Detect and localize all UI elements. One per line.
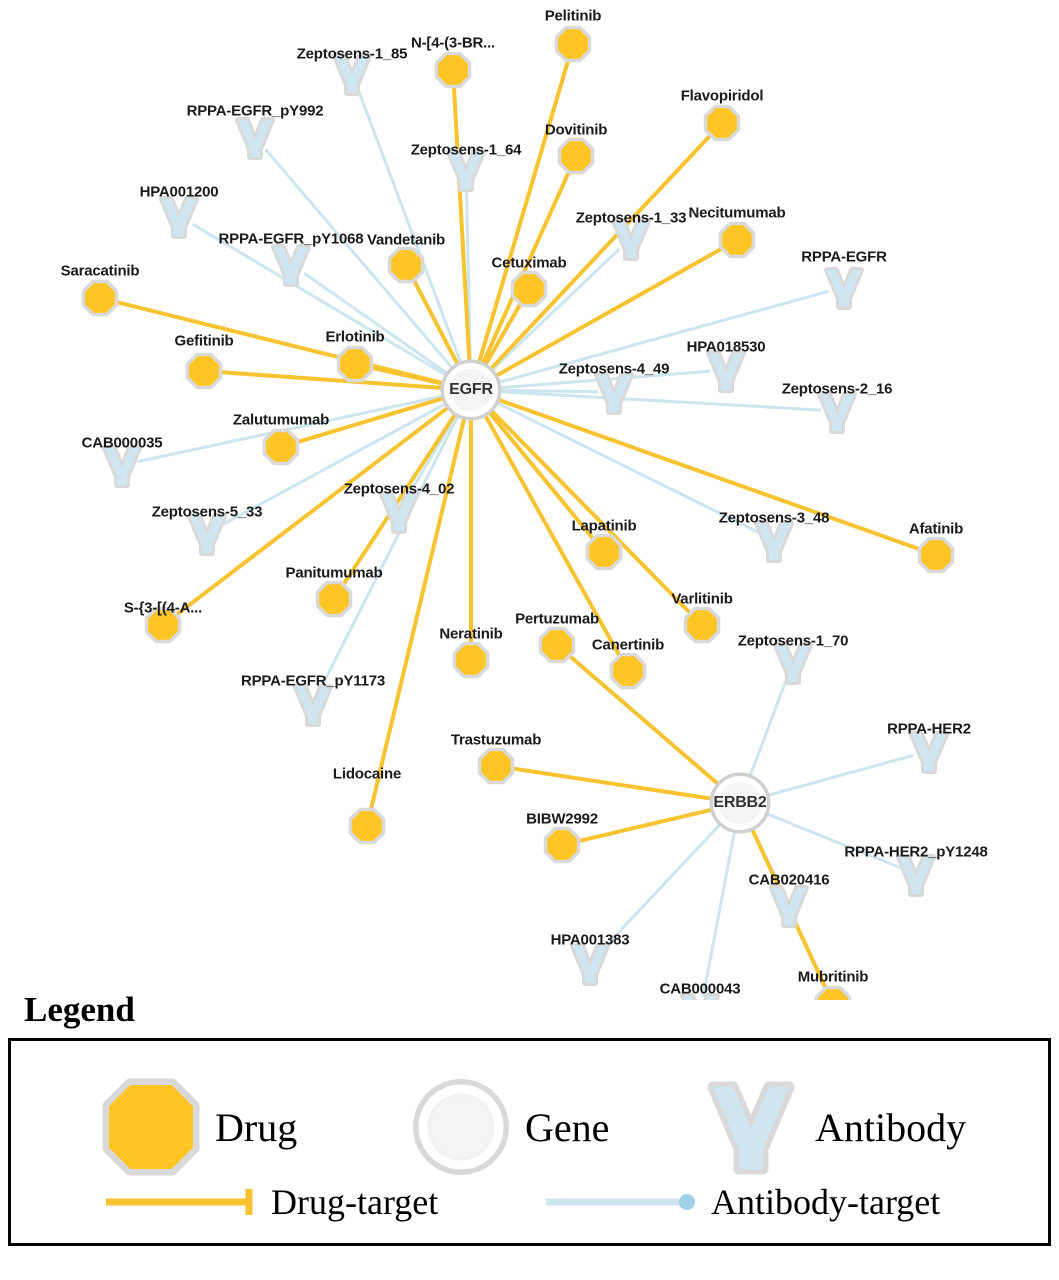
antibody-target-edge (748, 677, 787, 781)
drug-icon-fill (707, 108, 737, 138)
antibody-label: Zeptosens-4_49 (558, 360, 670, 378)
antibody-label: HPA018530 (686, 338, 766, 356)
drug-node (722, 225, 752, 255)
antibody-node (757, 523, 791, 560)
drug-target-edge (578, 809, 717, 842)
drug-icon (101, 1077, 201, 1177)
drug-icon-fill (687, 610, 717, 640)
drug-node (921, 540, 951, 570)
drug-label: BIBW2992 (526, 810, 598, 828)
drug-label: Zalutumumab (232, 411, 330, 429)
gene-label: ERBB2 (713, 794, 767, 811)
antibody-target-edge (703, 827, 736, 998)
drug-icon-fill (340, 349, 370, 379)
antibody-label: Zeptosens-1_70 (737, 632, 849, 650)
antibody-label: RPPA-EGFR_pY992 (186, 102, 324, 120)
antibody-node (776, 645, 810, 682)
antibody-label: Zeptosens-4_02 (343, 480, 455, 498)
antibody-node (573, 946, 607, 983)
drug-node (319, 584, 349, 614)
drug-icon-fill (481, 751, 511, 781)
drug-label: Dovitinib (544, 121, 608, 139)
antibody-label: Zeptosens-1_85 (296, 45, 408, 63)
drug-label: Canertinib (591, 636, 665, 654)
antibody-label: Zeptosens-5_33 (151, 503, 263, 521)
drug-node (514, 274, 544, 304)
drug-label: Gefitinib (174, 332, 234, 350)
drug-label: Erlotinib (325, 328, 385, 346)
antibody-node (820, 394, 854, 431)
drug-label: Vandetanib (366, 231, 446, 249)
drug-node (456, 645, 486, 675)
antibody-node (296, 687, 330, 724)
antibody-label: CAB000043 (659, 980, 741, 998)
drug-node (340, 349, 370, 379)
drug-label: Lidocaine (332, 765, 402, 783)
drug-icon-fill (613, 656, 643, 686)
drug-label: Pertuzumab (515, 610, 599, 628)
drug-node (481, 751, 511, 781)
drug-node (687, 610, 717, 640)
drug-label: Cetuximab (491, 254, 567, 272)
antibody-label: HPA001200 (139, 183, 219, 201)
antibody-node (274, 247, 308, 284)
drug-icon-fill (542, 630, 572, 660)
drug-icon-fill (391, 250, 421, 280)
antibody-icon (701, 1077, 801, 1177)
legend-node-types (11, 1059, 1048, 1169)
drug-node (438, 55, 468, 85)
legend-item-gene (411, 1077, 609, 1177)
legend-item-antibody (701, 1077, 966, 1177)
antibody-label: CAB000035 (81, 434, 163, 452)
drug-icon-fill (319, 584, 349, 614)
gene-icon (411, 1077, 511, 1177)
antibody-label: RPPA-EGFR_pY1173 (240, 672, 386, 690)
antibody-label: Zeptosens-1_33 (575, 209, 687, 227)
legend-label-antibody: Antibody (815, 1104, 967, 1150)
drug-icon-fill (456, 645, 486, 675)
antibody-node (162, 199, 196, 236)
antibody-label: RPPA-HER2 (887, 720, 971, 738)
drug-label: Panitumumab (285, 564, 383, 582)
drug-node (558, 29, 588, 59)
antibody-node (709, 353, 743, 390)
antibody-node (772, 888, 806, 925)
antibody-node (614, 221, 648, 258)
legend-edge-drug-target (101, 1181, 438, 1223)
antibody-target-edge (763, 755, 913, 796)
drug-label: S-{3-[(4-A... (123, 599, 203, 617)
drug-icon-fill (189, 356, 219, 386)
antibody-target-edge (495, 391, 821, 410)
legend-label-drug: Drug (215, 1104, 298, 1150)
drug-target-edge (478, 59, 569, 367)
antibody-node (597, 375, 631, 412)
drug-icon-fill (547, 830, 577, 860)
drug-label: Trastuzumab (450, 731, 542, 749)
drug-target-edge-icon (101, 1182, 261, 1222)
legend (8, 990, 1051, 1246)
drug-node (561, 141, 591, 171)
drug-icon-fill (921, 540, 951, 570)
drug-node (85, 283, 115, 313)
drug-node (391, 250, 421, 280)
drug-node (352, 811, 382, 841)
gene-label: EGFR (449, 381, 493, 398)
drug-node (189, 356, 219, 386)
drug-node (589, 537, 619, 567)
antibody-label: Zeptosens-1_64 (410, 141, 522, 159)
legend-item-drug (101, 1077, 297, 1177)
antibody-label: Zeptosens-2_16 (781, 380, 893, 398)
edges-layer (116, 59, 921, 997)
drug-icon-fill (438, 55, 468, 85)
antibody-node (899, 857, 933, 894)
legend-box (8, 1038, 1051, 1246)
drug-node (266, 432, 296, 462)
drug-label: Necitumumab (688, 204, 786, 222)
drug-node (542, 630, 572, 660)
antibody-label: RPPA-EGFR (801, 248, 887, 266)
legend-title: Legend (24, 990, 135, 1029)
drug-icon-fill (558, 29, 588, 59)
antibody-node (105, 448, 139, 485)
antibody-label: CAB020416 (748, 871, 830, 889)
antibody-target-edge (304, 273, 451, 376)
drug-icon-fill (85, 283, 115, 313)
antibody-label: HPA001383 (550, 931, 630, 949)
drug-target-edge (488, 407, 691, 613)
drug-label: Afatinib (908, 520, 964, 538)
legend-label-drug-target: Drug-target (271, 1182, 439, 1222)
drug-target-edge (343, 410, 458, 586)
drug-icon-fill (352, 811, 382, 841)
drug-label: Saracatinib (60, 262, 140, 280)
legend-label-gene: Gene (525, 1104, 610, 1150)
drug-label: Lapatinib (571, 517, 637, 535)
drug-node (707, 108, 737, 138)
antibody-target-edge-icon (541, 1182, 701, 1222)
antibody-node (827, 270, 861, 307)
drug-label: Mubritinib (797, 968, 869, 986)
antibody-label: RPPA-HER2_pY1248 (844, 843, 988, 861)
drug-target-edge (512, 768, 716, 799)
drug-icon-fill (722, 225, 752, 255)
antibody-node (190, 516, 224, 553)
drug-target-edge (494, 398, 921, 550)
drug-icon-fill (589, 537, 619, 567)
drug-icon-fill (266, 432, 296, 462)
drug-label: Varlitinib (671, 590, 733, 608)
antibody-label: Zeptosens-3_48 (718, 509, 830, 527)
antibody-node (912, 734, 946, 771)
drug-label: Flavopiridol (680, 87, 764, 105)
legend-label-antibody-target: Antibody-target (711, 1182, 941, 1222)
drug-label: N-[4-(3-BR... (410, 34, 496, 52)
legend-edge-types (11, 1181, 1048, 1241)
drug-icon-fill (561, 141, 591, 171)
drug-label: Neratinib (439, 625, 503, 643)
drug-node (613, 656, 643, 686)
antibody-label: RPPA-EGFR_pY1068 (218, 230, 364, 248)
drug-icon-fill (514, 274, 544, 304)
legend-edge-antibody-target (541, 1181, 940, 1223)
drug-node (547, 830, 577, 860)
antibody-target-edge (358, 88, 463, 368)
drug-label: Pelitinib (544, 7, 602, 25)
